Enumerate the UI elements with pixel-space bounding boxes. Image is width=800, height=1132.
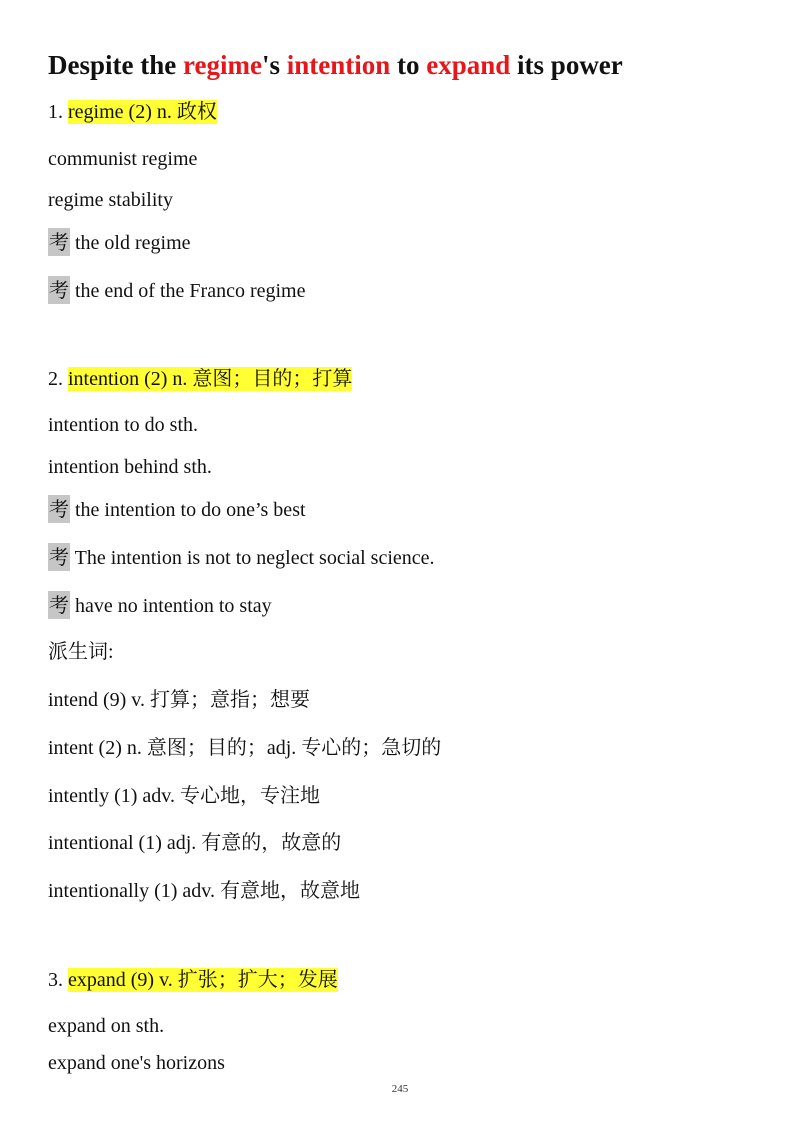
section-heading-expand: 3. expand (9) v. 扩张；扩大；发展: [48, 969, 338, 991]
keyword-intention: intention: [286, 50, 391, 80]
exam-tag: 考: [49, 278, 69, 302]
section-heading-intention: 2. intention (2) n. 意图；目的；打算: [48, 368, 353, 390]
phrase-line: expand one's horizons: [48, 1052, 225, 1074]
phrase-line: expand on sth.: [48, 1015, 165, 1037]
exam-tag: 考: [49, 230, 69, 254]
exam-phrase-line: 考 have no intention to stay: [49, 593, 272, 617]
page-title: Despite the regime's intention to expand its power: [48, 50, 623, 80]
derived-word: intentional (1) adj. 有意的，故意的: [48, 832, 342, 854]
exam-phrase-line: 考 the end of the Franco regime: [49, 278, 306, 302]
exam-phrase-line: 考 the intention to do one’s best: [49, 497, 306, 521]
page-number: 245: [391, 1083, 409, 1095]
derived-word: intently (1) adv. 专心地，专注地: [48, 785, 321, 807]
exam-tag: 考: [49, 593, 69, 617]
derived-word: intend (9) v. 打算；意指；想要: [48, 689, 311, 711]
keyword-regime: regime: [182, 50, 262, 80]
highlighted-headword: expand (9) v. 扩张；扩大；发展: [68, 969, 338, 991]
derived-words-label: 派生词:: [48, 641, 114, 663]
phrase-line: regime stability: [48, 189, 173, 211]
derived-word: intentionally (1) adv. 有意地，故意地: [48, 880, 360, 902]
exam-tag: 考: [49, 497, 69, 521]
highlighted-headword: intention (2) n. 意图；目的；打算: [68, 368, 353, 390]
highlighted-headword: regime (2) n. 政权: [68, 101, 217, 123]
derived-word: intent (2) n. 意图；目的；adj. 专心的；急切的: [48, 737, 442, 759]
exam-phrase-line: 考 The intention is not to neglect social science.: [49, 545, 435, 569]
exam-tag: 考: [49, 545, 69, 569]
phrase-line: communist regime: [48, 148, 198, 170]
phrase-line: intention behind sth.: [48, 456, 212, 478]
section-heading-regime: 1. regime (2) n. 政权: [48, 101, 217, 123]
keyword-expand: expand: [426, 50, 511, 80]
exam-phrase-line: 考 the old regime: [49, 230, 191, 254]
phrase-line: intention to do sth.: [48, 414, 198, 436]
